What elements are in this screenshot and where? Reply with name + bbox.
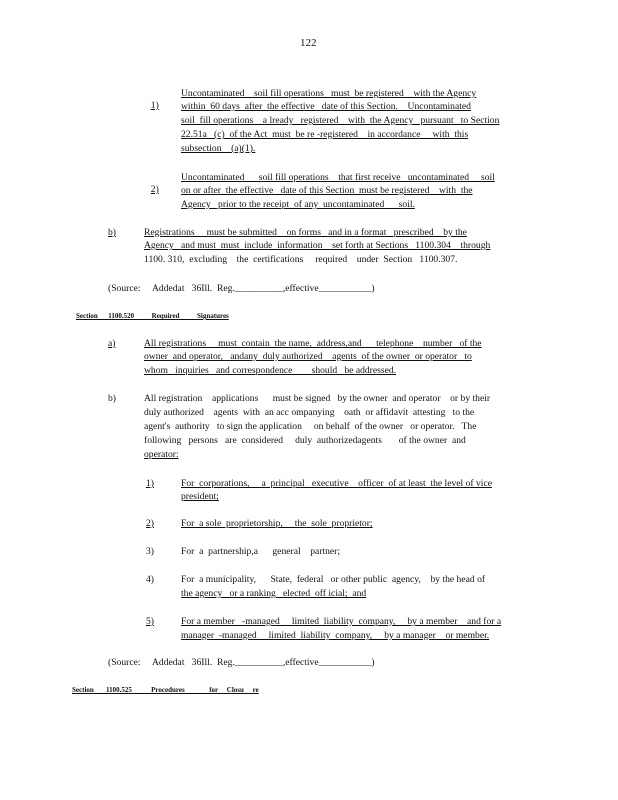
item-text-line: subsection (a)(1). <box>181 143 256 154</box>
para-label: b) <box>108 393 116 404</box>
section-heading: Section 1100.520 Required Signatures <box>76 312 229 320</box>
item-text-line: Uncontaminated soil fill operations that first receive uncontaminated soil <box>181 172 495 183</box>
item-text-line: soil fill operations a lready registered with the Agency pursuant to Section <box>181 115 500 126</box>
para-text-line: whom inquiries and correspondence should be addressed. <box>144 365 397 376</box>
item-text-line: For corporations, a principal executive officer of at least the level of vice <box>181 478 492 489</box>
section-heading: Section 1100.525 Procedures for Closu re <box>72 686 259 694</box>
source-note: (Source: Addedat 36Ill. Reg.__________,effective___________) <box>108 283 375 294</box>
item-text-line: For a partnership,a general partner; <box>181 546 341 557</box>
para-text-line: duly authorized agents with an acc ompanying oath or affidavit attesting to the <box>144 407 475 418</box>
item-label: 3) <box>146 546 154 557</box>
item-text-line: Agency prior to the receipt of any uncontaminated soil. <box>181 199 415 210</box>
para-text-line: agent's authority to sign the application on behalf of the owner or operator. The <box>144 421 477 432</box>
para-text-line: following persons are considered duly authorizedagents of the owner and <box>144 435 466 446</box>
item-label: 4) <box>146 574 154 585</box>
item-text-line: on or after the effective date of this Section must be registered with the <box>181 185 473 196</box>
item-text-line: For a member -managed limited liability company, by a member and for a <box>181 616 502 627</box>
item-label: 1) <box>150 100 159 111</box>
item-text-line: president; <box>181 491 219 502</box>
source-note: (Source: Addedat 36Ill. Reg.__________,effective___________) <box>108 657 375 668</box>
item-label: 1) <box>146 478 154 489</box>
item-label: 2) <box>150 184 159 195</box>
para-label: a) <box>108 338 116 349</box>
para-text-line: Agency and must must include information set forth at Sections 1100.304 through <box>144 240 491 251</box>
para-label: b) <box>108 227 116 238</box>
item-text-line: the agency or a ranking elected off icial; and <box>181 588 367 599</box>
para-text-line: owner and operator, andany duly authorized agents of the owner or operator to <box>144 351 472 362</box>
para-text-line: operator: <box>144 449 179 460</box>
para-text-line: All registrations must contain the name, address,and telephone number of the <box>144 338 482 349</box>
item-text-line: For a municipality, State, federal or other public agency, by the head of <box>181 574 486 585</box>
para-text-line: All registration applications must be signed by the owner and operator or by their <box>144 393 491 404</box>
para-text-line: 1100. 310, excluding the certifications required under Section 1100.307. <box>144 254 458 265</box>
page-number: 122 <box>300 37 317 49</box>
item-text-line: Uncontaminated soil fill operations must be registered with the Agency <box>181 88 477 99</box>
item-text-line: For a sole proprietorship, the sole proprietor; <box>181 518 373 529</box>
item-text-line: 22.51a (c) of the Act must be re -registered in accordance with this <box>181 129 469 140</box>
item-label: 2) <box>146 518 154 529</box>
para-text-line: Registrations must be submitted on forms and in a format prescribed by the <box>144 227 467 238</box>
item-text-line: within 60 days after the effective date of this Section. Uncontaminated <box>181 101 471 112</box>
item-label: 5) <box>146 616 154 627</box>
item-text-line: manager -managed limited liability company, by a manager or member. <box>181 630 490 641</box>
